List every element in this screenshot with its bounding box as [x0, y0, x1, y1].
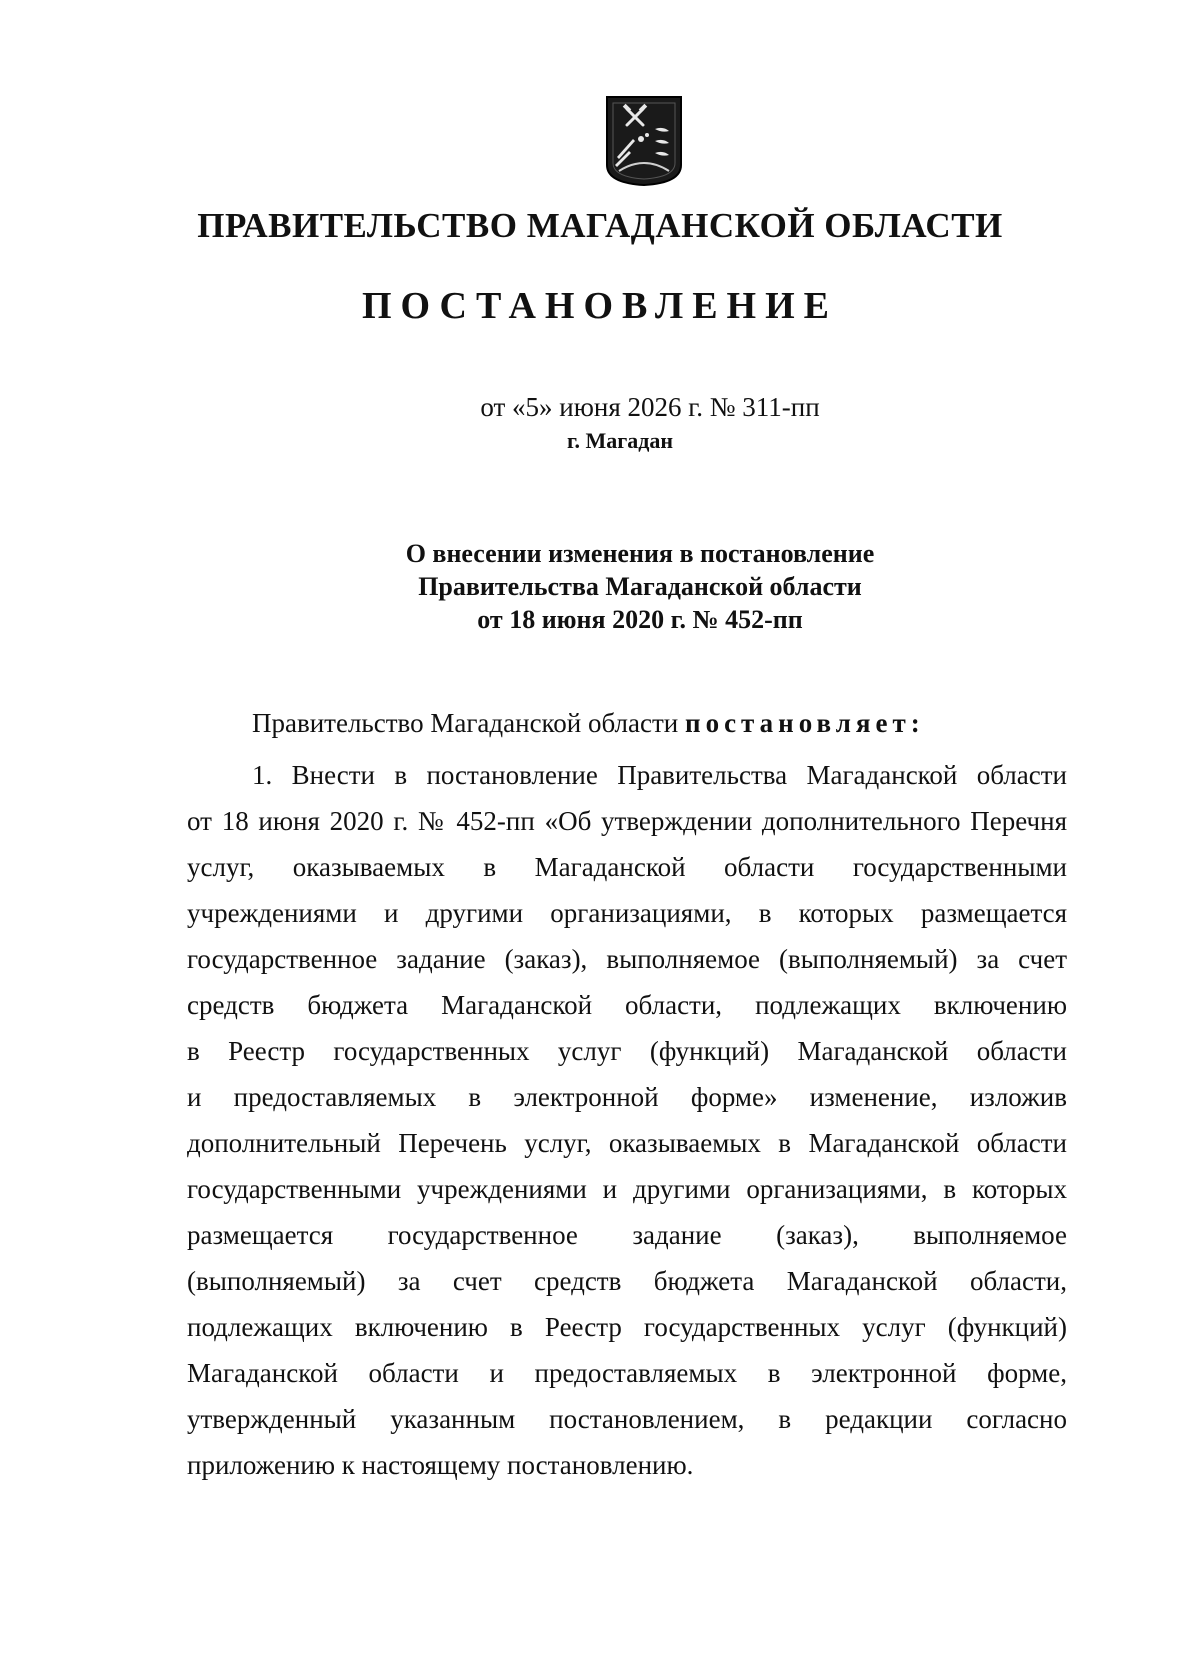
- paragraph-line: (выполняемый) за счет средств бюджета Магаданской области,: [187, 1266, 1067, 1296]
- paragraph-line: учреждениями и другими организациями, в которых размещается: [187, 898, 1067, 928]
- paragraph-line: государственное задание (заказ), выполняемое (выполняемый) за счет: [187, 944, 1067, 974]
- paragraph-line: 1. Внести в постановление Правительства Магаданской области: [252, 760, 1067, 790]
- paragraph-line: приложению к настоящему постановлению.: [187, 1450, 694, 1480]
- subject-line: от 18 июня 2020 г. № 452-пп: [477, 605, 803, 634]
- date-number-line: [0, 392, 1200, 423]
- document-type: ПОСТАНОВЛЕНИЕ: [361, 285, 839, 327]
- paragraph-line: утвержденный указанным постановлением, в редакции согласно: [187, 1404, 1067, 1434]
- paragraph-line: дополнительный Перечень услуг, оказываемых в Магаданской области: [187, 1128, 1067, 1158]
- paragraph-line: государственными учреждениями и другими организациями, в которых: [187, 1174, 1067, 1204]
- paragraph-line: услуг, оказываемых в Магаданской области государственными: [187, 852, 1067, 882]
- subject-line: Правительства Магаданской области: [418, 572, 862, 601]
- subject-line: О внесении изменения в постановление: [405, 539, 875, 568]
- paragraph-line: размещается государственное задание (заказ), выполняемое: [187, 1220, 1067, 1250]
- paragraph-line: Магаданской области и предоставляемых в электронной форме,: [187, 1358, 1067, 1388]
- paragraph-line: в Реестр государственных услуг (функций) Магаданской области: [187, 1036, 1067, 1066]
- city-text: г. Магадан: [566, 428, 674, 453]
- document-subject: [0, 537, 1200, 636]
- city-line: [0, 428, 1200, 454]
- coat-of-arms-icon: [605, 95, 683, 187]
- enacting-verb: постановляет:: [685, 708, 925, 738]
- paragraph-line: средств бюджета Магаданской области, подлежащих включению: [187, 990, 1067, 1020]
- paragraph-line: и предоставляемых в электронной форме» изменение, изложив: [187, 1082, 1067, 1112]
- paragraph-line: подлежащих включению в Реестр государственных услуг (функций): [187, 1312, 1067, 1342]
- paragraph-line: от 18 июня 2020 г. № 452-пп «Об утверждении дополнительного Перечня: [187, 806, 1067, 836]
- enacting-clause: [252, 708, 1067, 739]
- enacting-subject: Правительство Магаданской области: [252, 708, 679, 738]
- date-number-text: от «5» июня 2026 г. № 311-пп: [480, 392, 820, 422]
- authority-title: ПРАВИТЕЛЬСТВО МАГАДАНСКОЙ ОБЛАСТИ: [197, 206, 1003, 245]
